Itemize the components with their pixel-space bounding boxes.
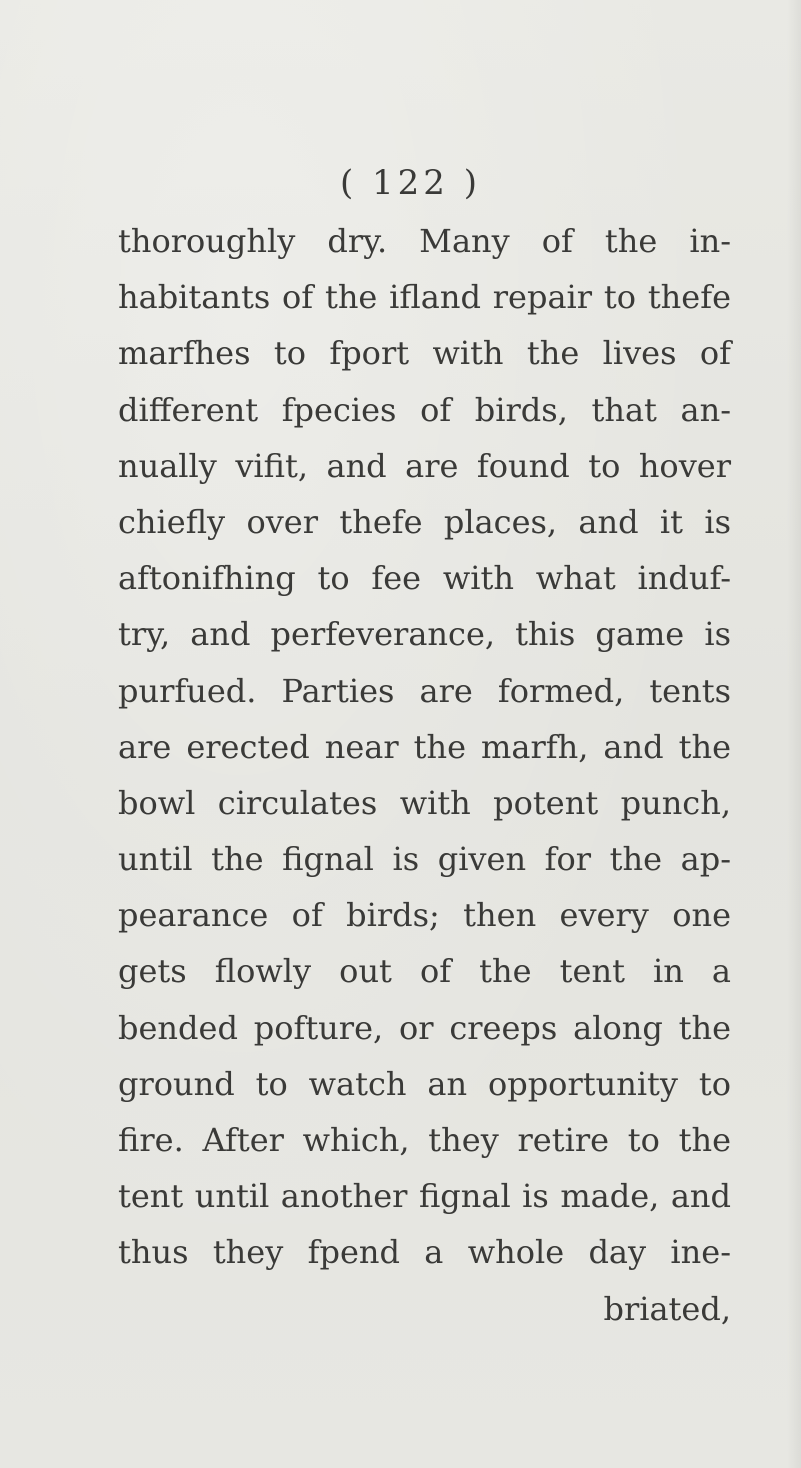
text-line: purfued. Parties are formed, tents — [118, 671, 731, 710]
text-line: different fpecies of birds, that an- — [118, 390, 731, 429]
page-edge-shadow — [787, 0, 801, 1468]
text-line: ground to watch an opportunity to — [118, 1064, 731, 1103]
text-line: aftonifhing to fee with what induf- — [118, 559, 731, 598]
text-line: gets flowly out of the tent in a — [118, 952, 731, 991]
text-line: tent until another fignal is made, and — [118, 1177, 731, 1216]
catchword: briated, — [603, 1289, 731, 1328]
body-text — [118, 213, 731, 1337]
text-line: habitants of the ifland repair to thefe — [118, 278, 731, 317]
text-line: fire. After which, they retire to the — [118, 1121, 731, 1159]
text-line: thus they fpend a whole day ine- — [118, 1233, 731, 1272]
text-line: thoroughly dry. Many of the in- — [118, 222, 731, 260]
text-line: bended pofture, or creeps along the — [118, 1008, 731, 1047]
page-number-header: ( 122 ) — [339, 163, 482, 203]
text-line: until the fignal is given for the ap- — [118, 840, 731, 879]
text-line: are erected near the marfh, and the — [118, 727, 731, 766]
text-line: try, and perfeverance, this game is — [118, 615, 731, 654]
text-line: nually vifit, and are found to hover — [118, 446, 731, 485]
text-line: chiefly over thefe places, and it is — [118, 502, 731, 541]
text-line: pearance of birds; then every one — [118, 896, 731, 935]
text-line: bowl circulates with potent punch, — [118, 783, 731, 822]
text-line: marfhes to fport with the lives of — [118, 334, 731, 373]
